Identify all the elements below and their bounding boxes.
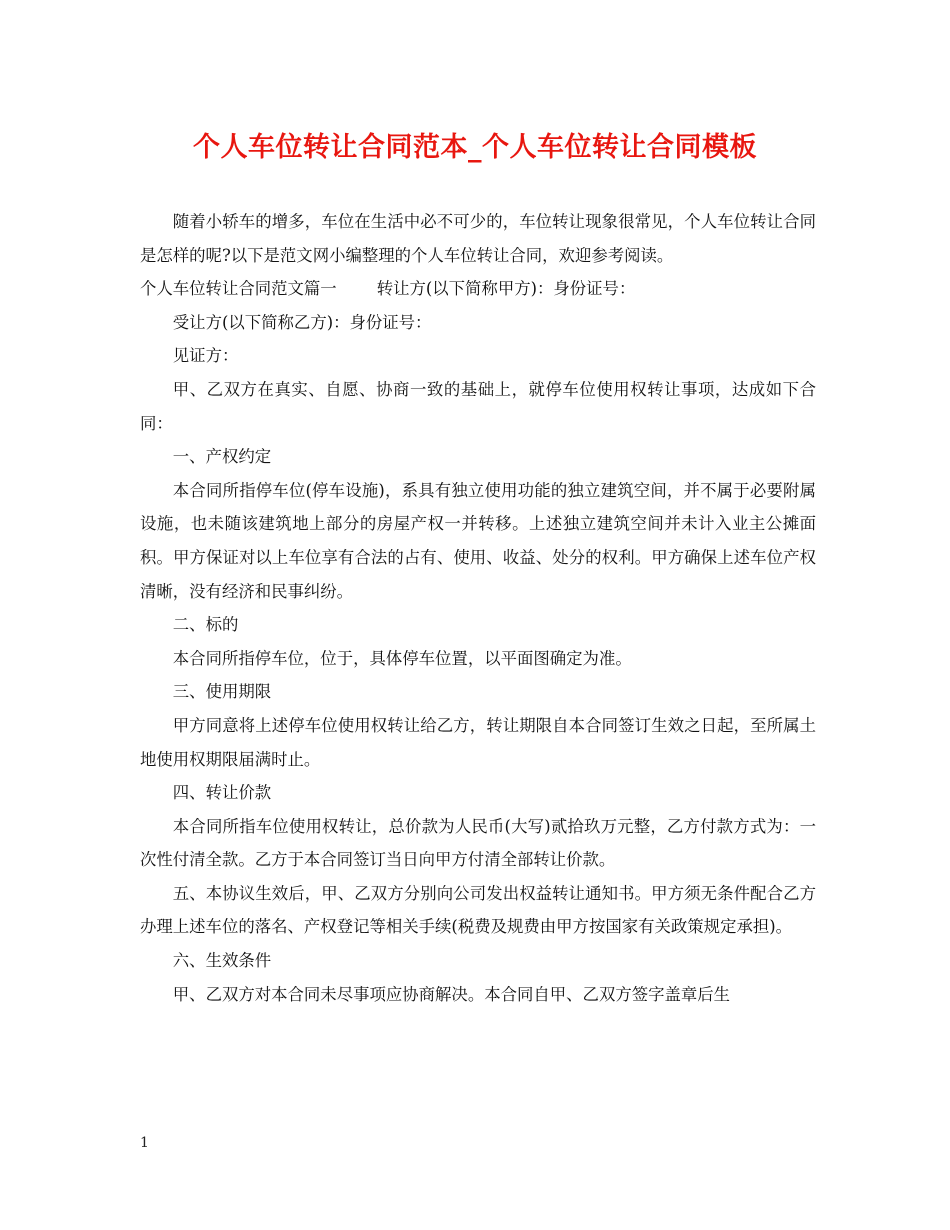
section-6-title: 六、生效条件 (172, 951, 272, 971)
section-2-title: 二、标的 (172, 615, 239, 635)
preamble-paragraph: 甲、乙双方在真实、自愿、协商一致的基础上，就停车位使用权转让事项，达成如下合同： (140, 379, 816, 433)
section-4-title: 四、转让价款 (172, 783, 272, 803)
page-number: 1 (140, 1135, 149, 1151)
section-3-title: 三、使用期限 (172, 682, 272, 702)
sample-heading: 个人车位转让合同范文篇一 (140, 279, 337, 299)
section-6-body: 甲、乙双方对本合同未尽事项应协商解决。本合同自甲、乙双方签字盖章后生 (172, 984, 731, 1004)
section-3-body: 甲方同意将上述停车位使用权转让给乙方，转让期限自本合同签订生效之日起，至所属土地使用权期限届满时止。 (140, 715, 816, 769)
document-body (140, 205, 816, 1011)
section-2-body: 本合同所指停车位，位于，具体停车位置，以平面图确定为准。 (172, 648, 632, 668)
intro-paragraph: 随着小轿车的增多，车位在生活中必不可少的，车位转让现象很常见，个人车位转让合同是怎样的呢?以下是范文网小编整理的个人车位转让合同，欢迎参考阅读。 (140, 212, 816, 265)
document-title: 个人车位转让合同范本_个人车位转让合同模板 (193, 132, 757, 163)
sample-heading-line (140, 272, 816, 306)
section-5-body: 五、本协议生效后，甲、乙双方分别向公司发出权益转让通知书。甲方须无条件配合乙方办理上述车位的落名、产权登记等相关手续(税费及规费由甲方按国家有关政策规定承担)。 (140, 883, 816, 937)
transferor-line: 转让方(以下简称甲方)：身份证号： (376, 279, 636, 299)
witness-line: 见证方： (172, 346, 239, 366)
section-1-title: 一、产权约定 (172, 447, 272, 467)
transferee-line: 受让方(以下简称乙方)：身份证号： (172, 312, 432, 332)
section-4-body: 本合同所指车位使用权转让，总价款为人民币(大写)贰拾玖万元整，乙方付款方式为：一次性付清全款。乙方于本合同签订当日向甲方付清全部转让价款。 (140, 816, 816, 870)
section-1-body: 本合同所指停车位(停车设施)，系具有独立使用功能的独立建筑空间，并不属于必要附属设施，也未随该建筑地上部分的房屋产权一并转移。上述独立建筑空间并未计入业主公摊面积。甲方保证对以上车位享有合法的占有、使用、收益、处分的权利。甲方确保上述车位产权清晰，没有经济和民事纠纷。 (140, 480, 816, 601)
